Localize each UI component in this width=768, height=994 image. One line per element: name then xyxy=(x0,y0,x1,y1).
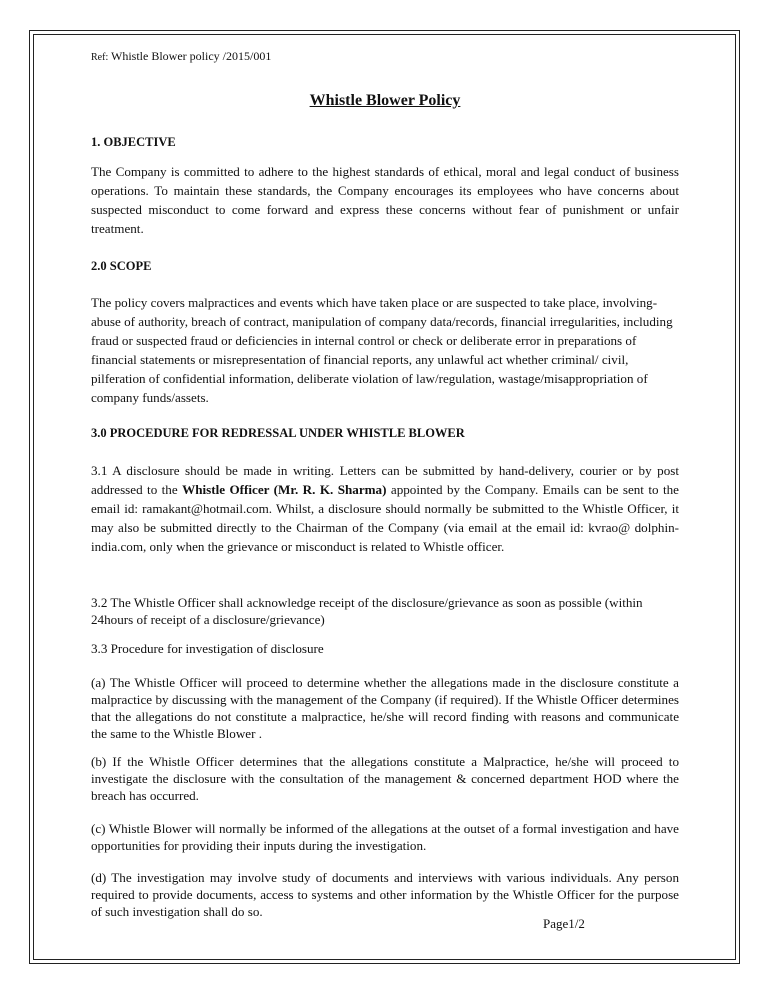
procedure-paragraph-a: (a) The Whistle Officer will proceed to determine whether the allegations made in the disclosure constitute a malpractice by discussing with the management of the Company (if required). If the Whistle Officer determines that the allegations do not constitute a malpractice, he/she will record finding with reasons and communicate the same to the Whistle Blower . xyxy=(91,675,679,741)
reference-label: Ref: xyxy=(91,52,109,63)
objective-paragraph: The Company is committed to adhere to the highest standards of ethical, moral and legal conduct of business operations. To maintain these standards, the Company encourages its employees who have concerns about suspected misconduct to come forward and express these concerns without fear of punishment or unfair treatment. xyxy=(91,164,679,236)
procedure-paragraph-3-3: 3.3 Procedure for investigation of disclosure xyxy=(91,641,324,656)
procedure-paragraph-b: (b) If the Whistle Officer determines that the allegations constitute a Malpractice, he/she will proceed to investigate the disclosure with the consultation of the management & concerned department HOD where the breach has occurred. xyxy=(91,754,679,803)
procedure-paragraph-3-1 xyxy=(91,461,679,556)
procedure-paragraph-3-2: 3.2 The Whistle Officer shall acknowledge receipt of the disclosure/grievance as soon as possible (within 24hours of receipt of a disclosure/grievance) xyxy=(91,595,643,627)
procedure-paragraph-d: (d) The investigation may involve study of documents and interviews with various individuals. Any person required to provide documents, access to systems and other information by the Whistle Officer for the purpose of such investigation shall do so. xyxy=(91,870,679,919)
page-number: Page1/2 xyxy=(543,916,585,931)
objective-heading: 1. OBJECTIVE xyxy=(91,135,176,149)
scope-heading: 2.0 SCOPE xyxy=(91,259,152,273)
procedure-heading: 3.0 PROCEDURE FOR REDRESSAL UNDER WHISTLE BLOWER xyxy=(91,426,465,440)
whistle-officer-name: Whistle Officer (Mr. R. K. Sharma) xyxy=(182,482,387,497)
document-title: Whistle Blower Policy xyxy=(309,92,461,109)
scope-paragraph: The policy covers malpractices and events which have taken place or are suspected to take place, involving- abuse of authority, breach of contract, manipulation of company data/records, financial irregularities, including fraud or suspected fraud or deficiencies in internal control or check or deliberate error in preparations of financial statements or misrepresentation of financial reports, any unlawful act whether criminal/ civil, pilferation of confidential information, deliberate violation of law/regulation, wastage/misappropriation of company funds/assets. xyxy=(91,295,673,405)
p31-text-start: 3.1 A disclosure should be made in writing. Letters can be submitted by hand-delivery, courier or by post addressed to the xyxy=(91,463,679,497)
p31-text-end: appointed by the Company. Emails can be sent to the email id: ramakant@hotmail.com. Whilst, a disclosure should normally be submitted to the Whistle Officer, it may also be submitted directly to the Chairman of the Company (via email at the email id: kvrao@ dolphin-india.com, only when the grievance or misconduct is related to Whistle officer. xyxy=(91,482,679,554)
procedure-paragraph-c: (c) Whistle Blower will normally be informed of the allegations at the outset of a formal investigation and have opportunities for providing their inputs during the investigation. xyxy=(91,821,679,853)
reference-value: Whistle Blower policy /2015/001 xyxy=(111,49,272,63)
reference-line xyxy=(91,47,271,67)
